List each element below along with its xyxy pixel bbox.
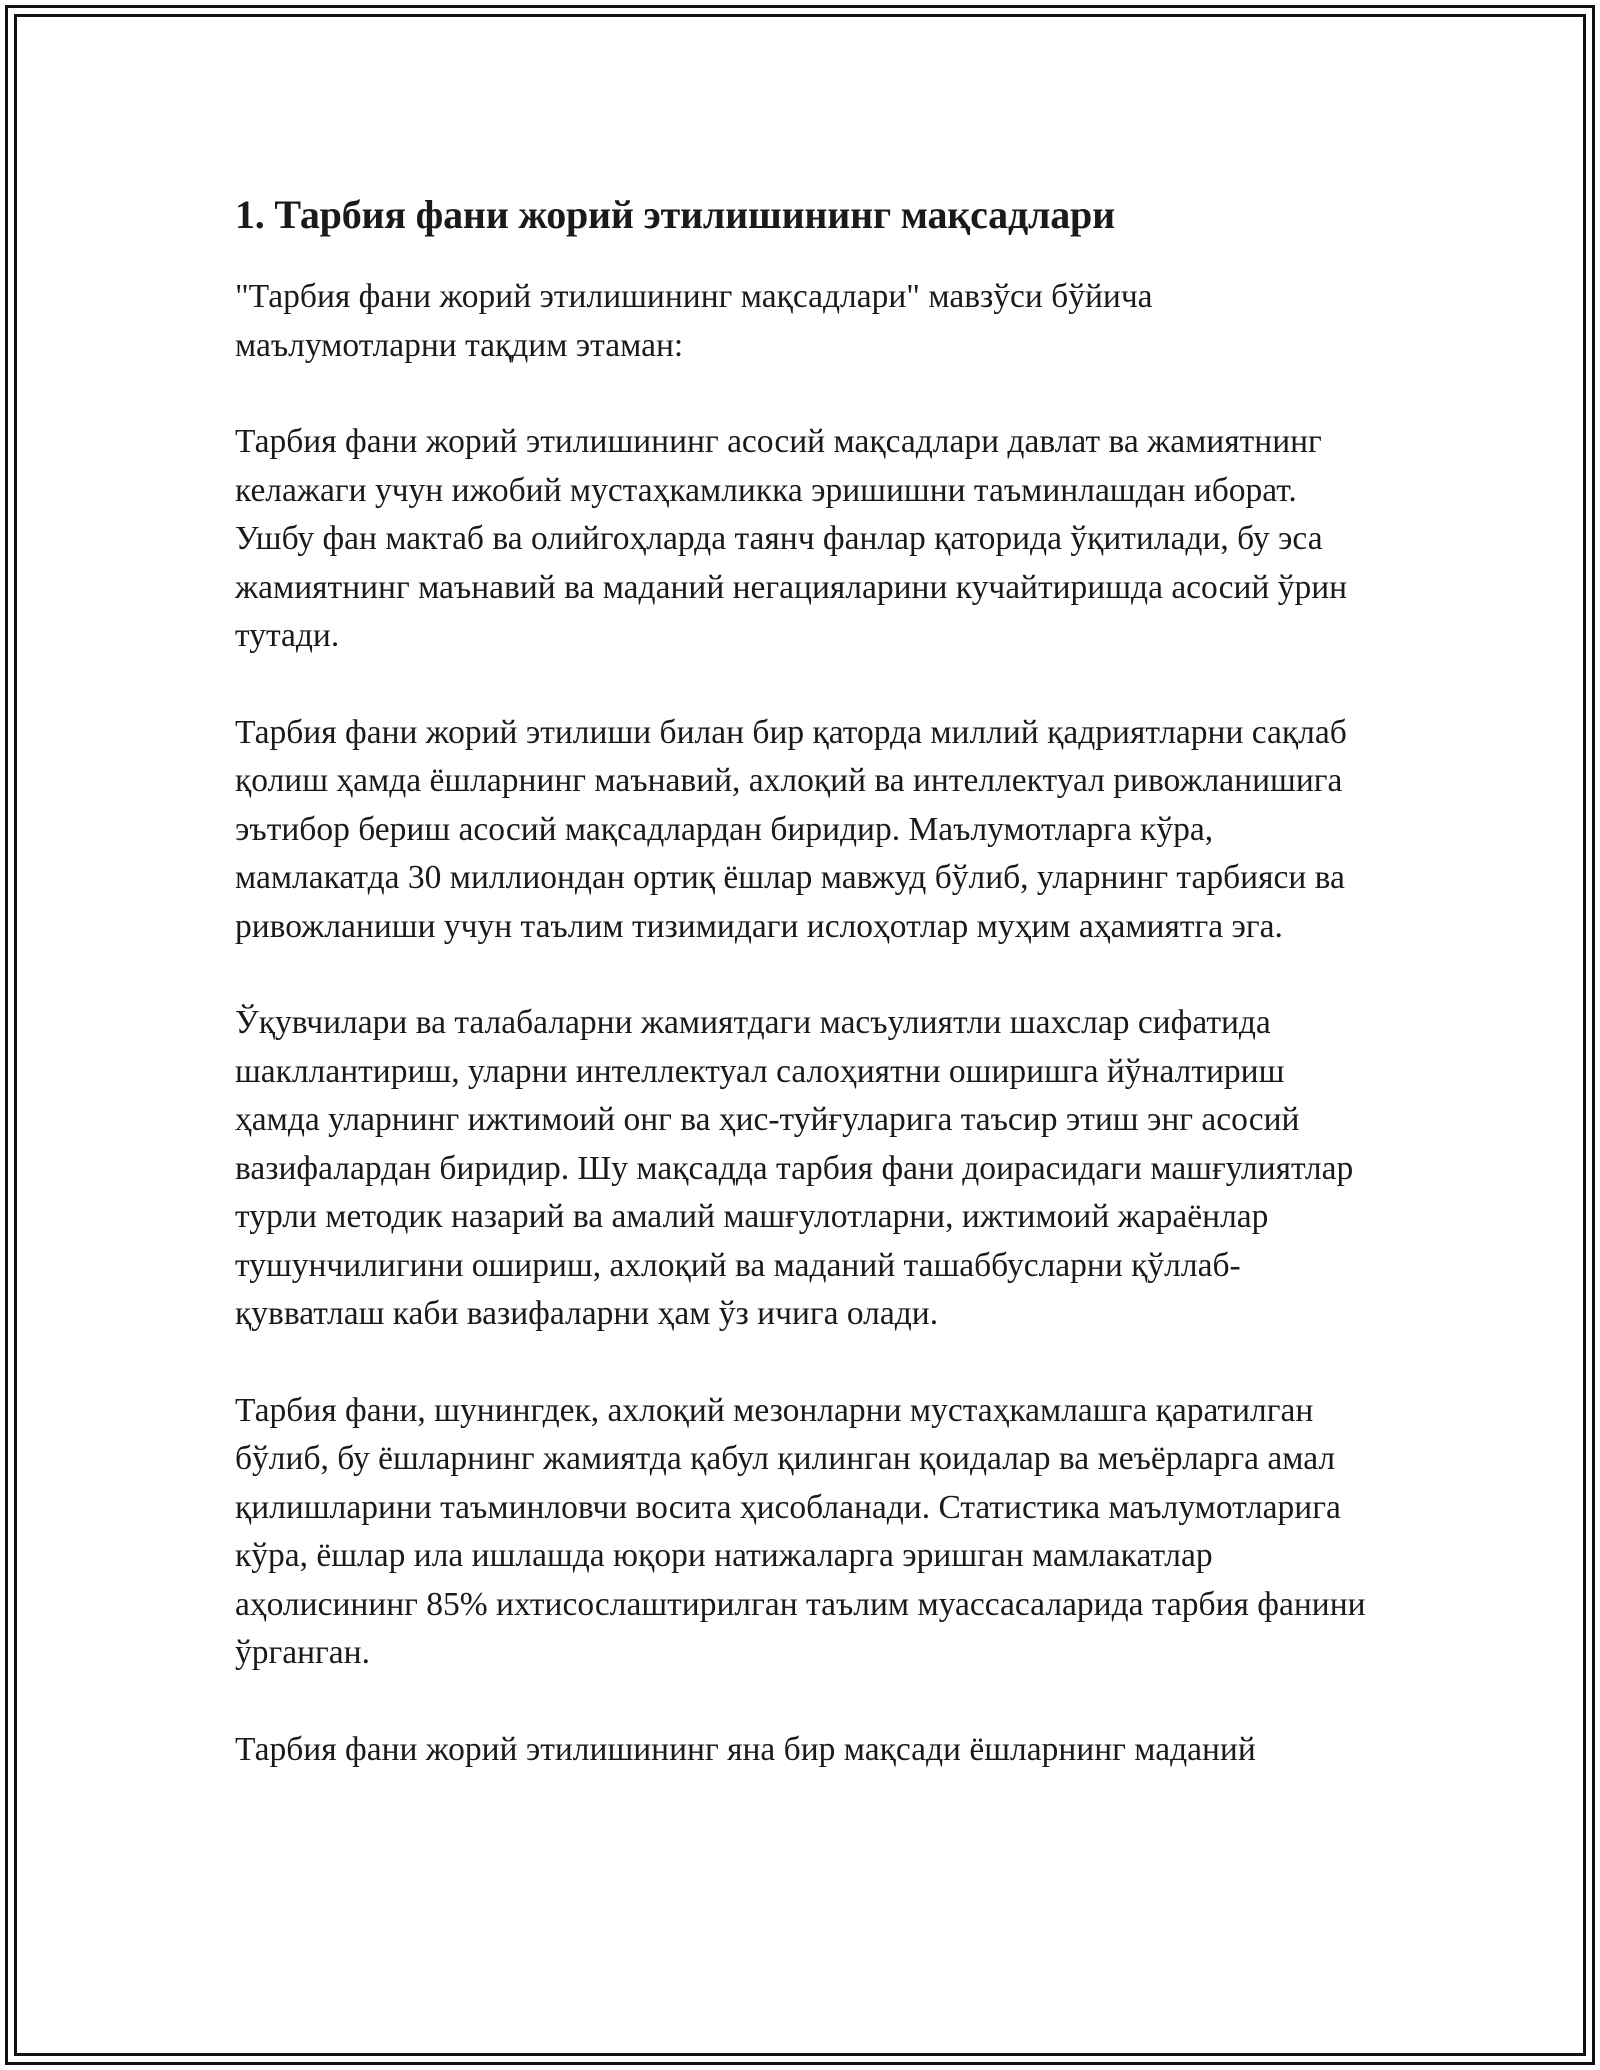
document-body xyxy=(235,185,1375,1822)
paragraph-3: Ўқувчилари ва талабаларни жамиятдаги масъулиятли шахслар сифатида шакллантириш, уларни интеллектуал салоҳиятни оширишга йўналтириш ҳамда уларнинг ижтимоий онг ва ҳис-туйғуларига таъсир этиш энг асосий вазифалардан биридир. Шу мақсадда тарбия фани доирасидаги машғулиятлар турли методик назарий ва амалий машғулотларни, ижтимоий жараёнлар тушунчилигини ошириш, ахлоқий ва маданий ташаббусларни қўллаб-қувватлаш каби вазифаларни ҳам ўз ичига олади. xyxy=(235,1004,1354,1332)
paragraph-intro: "Тарбия фани жорий этилишининг мақсадлари" мавзўси бўйича маълумотларни тақдим этаман: xyxy=(235,278,1153,364)
paragraph-4: Тарбия фани, шунингдек, ахлоқий мезонларни мустаҳкамлашга қаратилган бўлиб, бу ёшларнинг жамиятда қабул қилинган қоидалар ва меъёрларга амал қилишларини таъминловчи восита ҳисобланади. Статистика маълумотларига кўра, ёшлар ила ишлашда юқори натижаларга эришган мамлакатлар аҳолисининг 85% ихтисослаштирилган таълим муассасаларида тарбия фанини ўрганган. xyxy=(235,1391,1366,1671)
paragraph-1: Тарбия фани жорий этилишининг асосий мақсадлари давлат ва жамиятнинг келажаги учун ижобий мустаҳкамликка эришишни таъминлашдан иборат. Ушбу фан мактаб ва олийгоҳларда таянч фанлар қаторида ўқитилади, бу эса жамиятнинг маънавий ва маданий негацияларини кучайтиришда асосий ўрин тутади. xyxy=(235,423,1348,654)
document-title: 1. Тарбия фани жорий этилишининг мақсадлари xyxy=(235,192,1115,237)
paragraph-5: Тарбия фани жорий этилишининг яна бир мақсади ёшларнинг маданий xyxy=(235,1730,1256,1768)
paragraph-2: Тарбия фани жорий этилиши билан бир қаторда миллий қадриятларни сақлаб қолиш ҳамда ёшларнинг маънавий, ахлоқий ва интеллектуал ривожланишига эътибор бериш асосий мақсадлардан биридир. Маълумотларга кўра, мамлакатда 30 миллиондан ортиқ ёшлар мавжуд бўлиб, уларнинг тарбияси ва ривожланиши учун таълим тизимидаги ислоҳотлар муҳим аҳамиятга эга. xyxy=(235,713,1347,945)
